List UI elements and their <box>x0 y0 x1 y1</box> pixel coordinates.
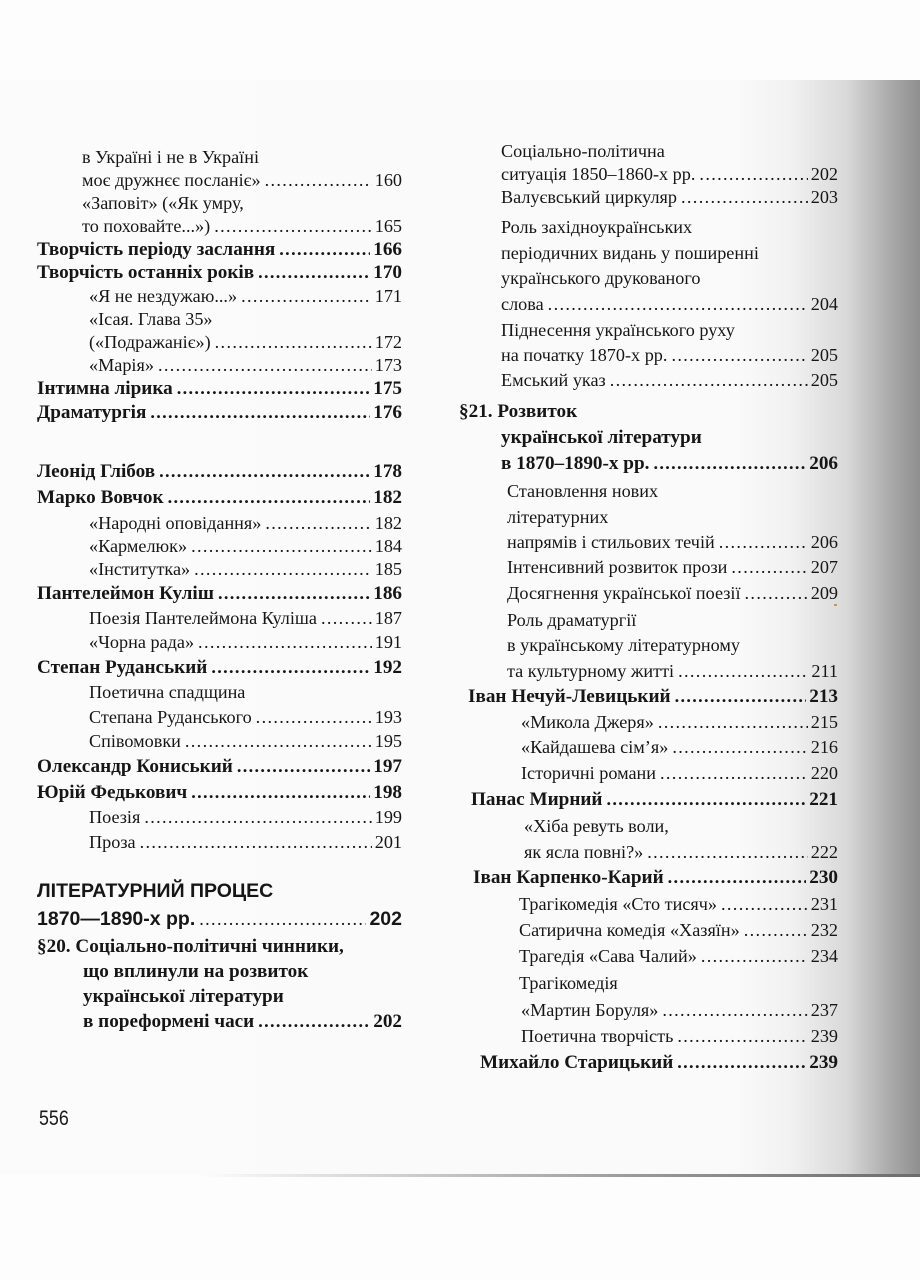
toc-entry: Поетична спадщина <box>89 682 246 702</box>
toc-entry: Досягнення української поезії . . . 209 <box>486 582 838 605</box>
toc-entry-paragraph: в пореформені часи . . . 202 <box>37 1010 402 1033</box>
page-number: 556 <box>39 1107 69 1130</box>
toc-entry: Трагедія «Сава Чалий» . . . 234 <box>486 945 838 968</box>
toc-entry: «Хіба ревуть воли, <box>524 816 669 836</box>
toc-section-heading: ЛІТЕРАТУРНИЙ ПРОЦЕС <box>37 880 274 902</box>
toc-entry: «Заповіт» («Як умру, <box>82 193 244 213</box>
toc-entry: Поетична творчість . . . 239 <box>486 1025 838 1048</box>
toc-entry-author: Степан Руданський . . . 192 <box>37 656 402 679</box>
toc-entry-author: Юрій Федькович . . . 198 <box>37 781 402 804</box>
toc-entry-author: Пантелеймон Куліш . . . 186 <box>37 582 402 605</box>
toc-entry-author: Леонід Глібов . . . 178 <box>37 460 402 483</box>
toc-entry-author: Іван Нечуй-Левицький . . . 213 <box>468 685 838 708</box>
toc-entry-author: Марко Вовчок . . . 182 <box>37 486 402 509</box>
toc-entry: Співомовки . . . 195 <box>37 730 402 753</box>
toc-entry-paragraph: в 1870–1890-х рр. . . . 206 <box>486 452 838 475</box>
toc-entry: «Ісая. Глава 35» <box>89 309 213 329</box>
toc-entry: періодичних видань у поширенні <box>501 243 759 263</box>
page-edge-shadow <box>200 1174 920 1177</box>
toc-entry: Соціально-політична <box>501 141 665 161</box>
toc-entry-paragraph: української літератури <box>83 986 284 1007</box>
toc-entry: Степана Руданського . . . 193 <box>37 706 402 729</box>
toc-entry: «Я не нездужаю...» . . . 171 <box>37 285 402 308</box>
toc-entry: «Марія» . . . 173 <box>37 354 402 377</box>
toc-entry-author: Олександр Кониський . . . 197 <box>37 755 402 778</box>
toc-entry-paragraph: §20. Соціально-політичні чинники, <box>37 936 344 957</box>
toc-entry: «Народні оповідання» . . . 182 <box>37 512 402 535</box>
toc-entry: та культурному житті . . . 211 <box>486 660 838 683</box>
toc-entry-heading: Творчість періоду заслання . . . 166 <box>37 238 402 261</box>
toc-entry-paragraph: що вплинули на розвиток <box>83 961 309 982</box>
toc-entry-heading: Інтимна лірика . . . 175 <box>37 377 402 400</box>
toc-entry-author: Михайло Старицький . . . 239 <box>480 1051 838 1074</box>
toc-entry: слова . . . 204 <box>486 293 838 316</box>
toc-entry: Емський указ . . . 205 <box>486 369 838 392</box>
toc-entry-paragraph: української літератури <box>501 427 702 448</box>
toc-entry: «Кармелюк» . . . 184 <box>37 535 402 558</box>
toc-entry: Валуєвський циркуляр . . . 203 <box>486 186 838 209</box>
toc-entry-paragraph: §21. Розвиток <box>459 401 578 422</box>
toc-entry: в українському літературному <box>507 635 741 655</box>
toc-entry: Історичні романи . . . 220 <box>486 762 838 785</box>
toc-entry: Поезія . . . 199 <box>37 806 402 829</box>
toc-entry: на початку 1870-х рр. . . . 205 <box>486 344 838 367</box>
toc-entry: «Кайдашева сім’я» . . . 216 <box>486 736 838 759</box>
toc-entry-author: Панас Мирний . . . 221 <box>471 788 838 811</box>
toc-entry: «Чорна рада» . . . 191 <box>37 631 402 654</box>
paper-speck <box>834 604 837 606</box>
toc-entry: Трагікомедія «Сто тисяч» . . . 231 <box>486 893 838 916</box>
toc-entry: Інтенсивний розвиток прози . . . 207 <box>486 556 838 579</box>
toc-entry: в Україні і не в Україні <box>82 147 260 167</box>
toc-entry: «Мартин Боруля» . . . 237 <box>486 999 838 1022</box>
toc-entry: Роль західноукраїнських <box>501 217 693 237</box>
toc-entry: Роль драматургії <box>507 610 637 630</box>
toc-entry: Проза . . . 201 <box>37 831 402 854</box>
toc-entry: то поховайте...») . . . 165 <box>37 215 402 238</box>
toc-entry: «Микола Джеря» . . . 215 <box>486 711 838 734</box>
toc-entry-heading: Творчість останніх років . . . 170 <box>37 261 402 284</box>
toc-entry: («Подражаніє») . . . 172 <box>37 331 402 354</box>
toc-section-heading: 1870—1890-х рр. . . . 202 <box>37 908 402 931</box>
toc-entry: як ясла повні?» . . . 222 <box>486 841 838 864</box>
toc-entry: Становлення нових <box>507 481 659 501</box>
toc-entry: Поезія Пантелеймона Куліша . . . 187 <box>37 607 402 630</box>
toc-entry: Сатирична комедія «Хазяїн» . . . 232 <box>486 919 838 942</box>
toc-entry-heading: Драматургія . . . 176 <box>37 401 402 424</box>
toc-entry: напрямів і стильових течій . . . 206 <box>486 531 838 554</box>
toc-entry: Трагікомедія <box>519 973 618 993</box>
toc-entry: українського друкованого <box>501 268 701 288</box>
toc-entry: ситуація 1850–1860-х рр. . . . 202 <box>486 163 838 186</box>
toc-entry: Піднесення українського руху <box>501 320 735 340</box>
toc-entry: «Інститутка» . . . 185 <box>37 558 402 581</box>
toc-entry: літературних <box>507 507 609 527</box>
toc-entry-author: Іван Карпенко-Карий . . . 230 <box>473 866 838 889</box>
toc-entry: моє дружнєє посланіє» . . . 160 <box>37 169 402 192</box>
